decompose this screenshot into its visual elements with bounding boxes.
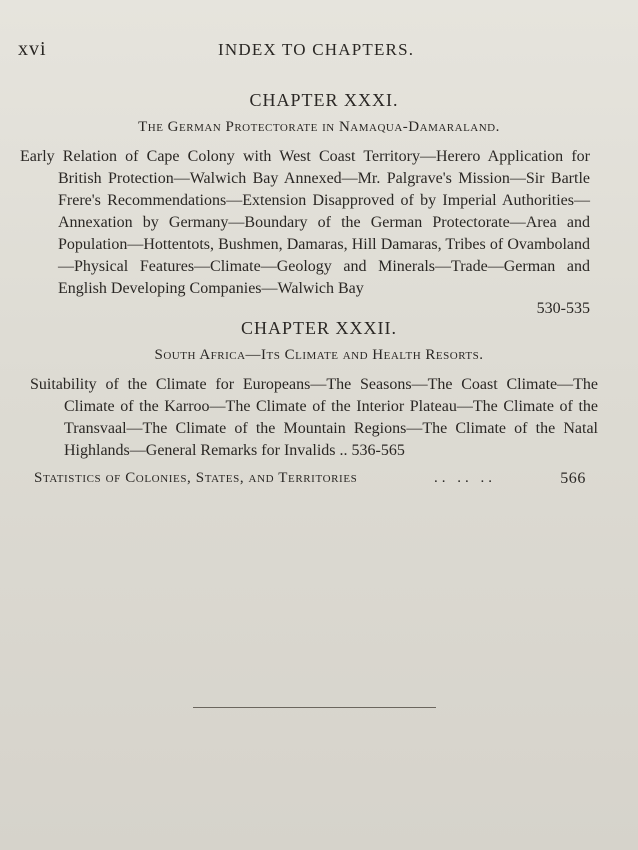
chapter-summary-block <box>30 374 598 462</box>
running-head <box>18 38 588 62</box>
dot-leader: .. .. .. <box>434 470 496 486</box>
running-title: INDEX TO CHAPTERS. <box>218 40 415 59</box>
chapter-summary: Early Relation of Cape Colony with West Coast Territory—Herero Application for British Protection—Walwich Bay Annexed—Mr. Palgrave's Mission—Sir Bartle Frere's Recommendations—Extension Disapproved of by Imperial Authorities—Annexation by Germany—Boundary of the German Protectorate—Area and Population—Hottentots, Bushmen, Damaras, Hill Damaras, Tribes of Ovamboland—Physical Features—Climate—Geology and Minerals—Trade—German and English Developing Companies—Walwich Bay <box>20 148 590 297</box>
statistics-label: Statistics of Colonies, States, and Territories <box>34 470 358 486</box>
closing-rule <box>193 707 436 708</box>
chapter-entry-32 <box>0 318 638 462</box>
chapter-heading: CHAPTER XXXII. <box>241 318 397 338</box>
page-number: xvi <box>18 38 47 60</box>
chapter-pages: 536-565 <box>351 442 405 459</box>
statistics-page: 566 <box>560 470 586 487</box>
chapter-heading: CHAPTER XXXI. <box>249 90 399 110</box>
chapter-entry-31 <box>0 90 638 318</box>
chapter-summary: Suitability of the Climate for Europeans—The Seasons—The Coast Climate—The Climate of the Karroo—The Climate of the Interior Plateau—The Climate of the Transvaal—The Climate of the Mountain Regions—The Climate of the Natal Highlands—General Remarks for Invalids .. <box>30 376 598 459</box>
chapter-pages: 530-535 <box>536 300 590 317</box>
chapter-subtitle: South Africa—Its Climate and Health Resorts. <box>154 347 484 363</box>
statistics-entry <box>34 470 586 487</box>
chapter-subtitle: The German Protectorate in Namaqua-Damaraland. <box>138 119 500 135</box>
